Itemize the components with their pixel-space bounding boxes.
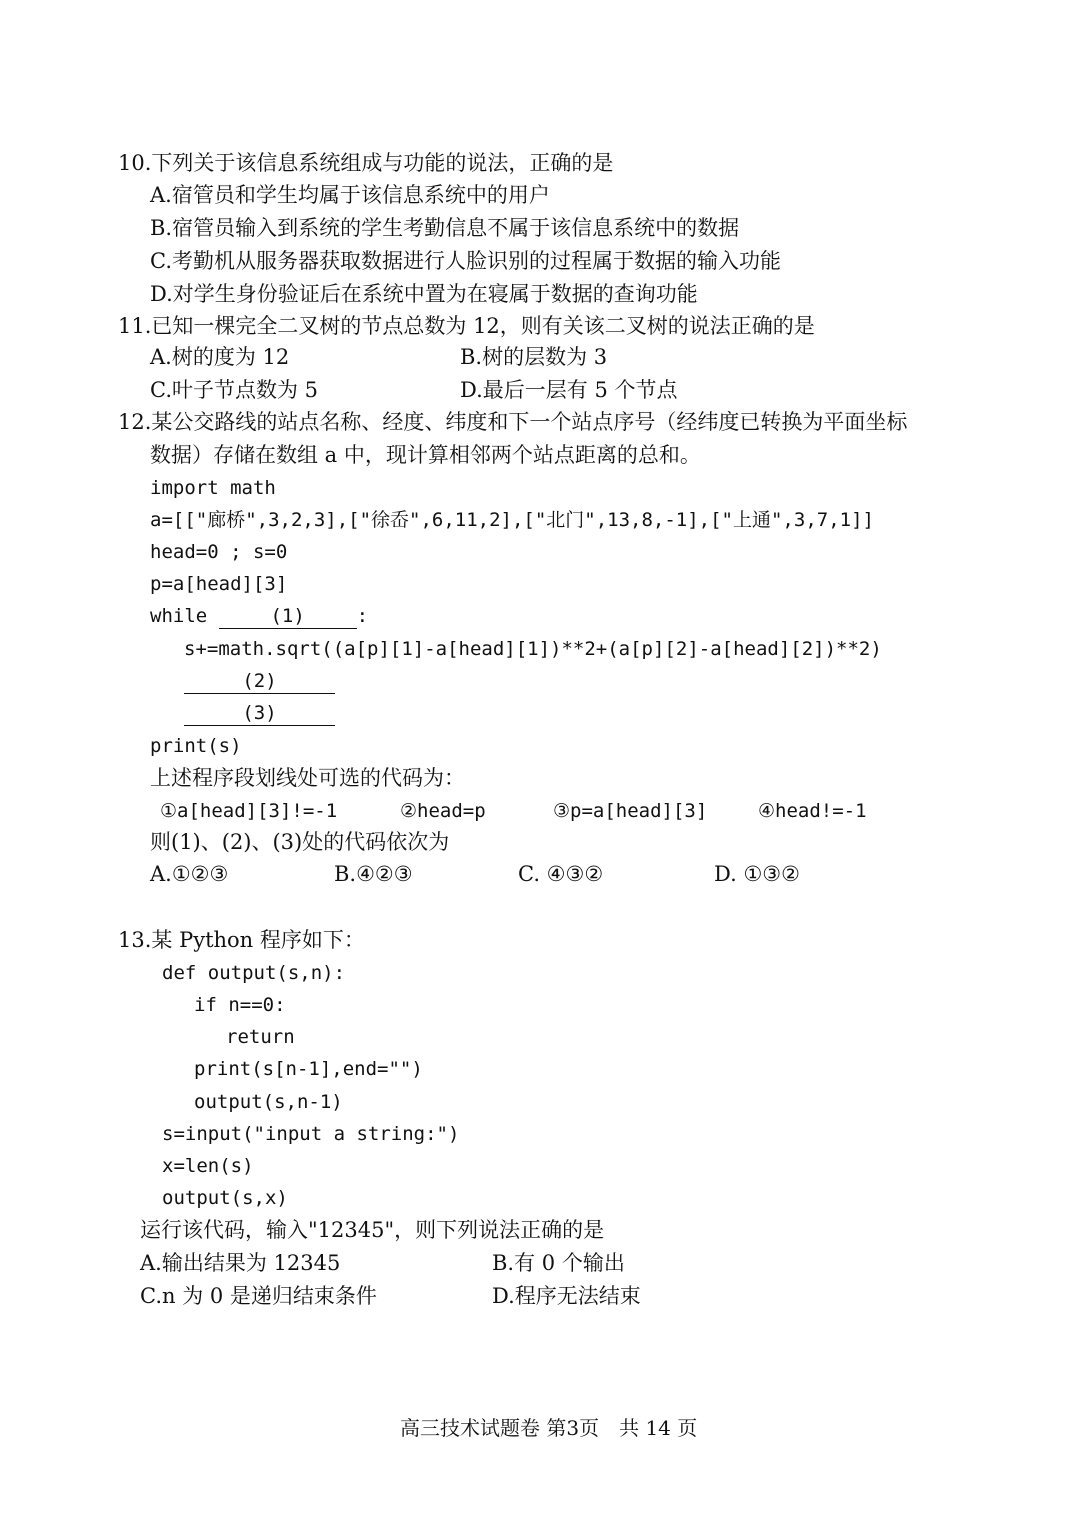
while-keyword: while	[150, 605, 208, 627]
while-colon: :	[356, 605, 369, 627]
page-footer: 高三技术试题卷 第3页 共 14 页	[400, 1416, 698, 1440]
q11-stem: 11.已知一棵完全二叉树的节点总数为 12，则有关该二叉树的说法正确的是	[118, 314, 815, 338]
q11-option-a: A.树的度为 12	[150, 345, 290, 369]
q12-option-c: C. ④③②	[518, 862, 604, 886]
q13-option-d: D.程序无法结束	[492, 1284, 641, 1308]
q12-option-b: B.④②③	[334, 862, 413, 886]
q12-code-line-6: s+=math.sqrt((a[p][1]-a[head][1])**2+(a[p][2]-a[head][2])**2)	[184, 638, 882, 660]
q12-code-line-2: a=[["廊桥",3,2,3],["徐岙",6,11,2],["北门",13,8,-1],["上通",3,7,1]]	[150, 509, 874, 531]
q10-option-a: A.宿管员和学生均属于该信息系统中的用户	[150, 183, 550, 207]
q13-code-line-6: s=input("input a string:")	[162, 1123, 460, 1145]
q11-option-c: C.叶子节点数为 5	[150, 378, 319, 402]
q12-code-line-8	[184, 698, 335, 728]
q12-code-line-9: print(s)	[150, 735, 242, 757]
q13-ask: 运行该代码，输入"12345"，则下列说法正确的是	[140, 1218, 605, 1242]
q12-choice-1: ①a[head][3]!=-1	[160, 800, 338, 822]
q10-option-d: D.对学生身份验证后在系统中置为在寝属于数据的查询功能	[150, 282, 698, 306]
q12-code-line-5	[150, 601, 368, 631]
q12-option-d: D. ①③②	[714, 862, 800, 886]
q12-option-a: A.①②③	[150, 862, 229, 886]
q13-code-line-2: if n==0:	[194, 994, 286, 1016]
q13-code-line-7: x=len(s)	[162, 1155, 254, 1177]
q11-option-d: D.最后一层有 5 个节点	[460, 378, 678, 402]
blank-2: (2)	[184, 669, 335, 694]
q12-prompt: 上述程序段划线处可选的代码为：	[150, 766, 465, 790]
q13-option-c: C.n 为 0 是递归结束条件	[140, 1284, 377, 1308]
blank-1: (1)	[219, 604, 357, 629]
q13-code-line-1: def output(s,n):	[162, 962, 346, 984]
q12-code-line-3: head=0 ; s=0	[150, 541, 288, 563]
q11-option-b: B.树的层数为 3	[460, 345, 608, 369]
q13-code-line-8: output(s,x)	[162, 1187, 288, 1209]
q12-code-line-7	[184, 666, 335, 696]
q12-stem-line2: 数据）存储在数组 a 中，现计算相邻两个站点距离的总和。	[150, 443, 701, 467]
q12-choice-4: ④head!=-1	[758, 800, 867, 822]
q12-ask: 则(1)、(2)、(3)处的代码依次为	[150, 830, 450, 854]
q12-code-line-4: p=a[head][3]	[150, 573, 288, 595]
q13-code-line-5: output(s,n-1)	[194, 1091, 343, 1113]
q12-code-line-1: import math	[150, 477, 276, 499]
q10-option-c: C.考勤机从服务器获取数据进行人脸识别的过程属于数据的输入功能	[150, 249, 781, 273]
q12-stem-line1: 12.某公交路线的站点名称、经度、纬度和下一个站点序号（经纬度已转换为平面坐标	[118, 410, 908, 434]
q13-option-b: B.有 0 个输出	[492, 1251, 625, 1275]
q12-choice-2: ②head=p	[400, 800, 486, 822]
q13-code-line-4: print(s[n-1],end="")	[194, 1058, 423, 1080]
blank-3: (3)	[184, 701, 335, 726]
q10-option-b: B.宿管员输入到系统的学生考勤信息不属于该信息系统中的数据	[150, 216, 740, 240]
q13-stem: 13.某 Python 程序如下：	[118, 928, 365, 952]
q12-choice-3: ③p=a[head][3]	[553, 800, 708, 822]
q13-option-a: A.输出结果为 12345	[140, 1251, 341, 1275]
q10-stem: 10.下列关于该信息系统组成与功能的说法，正确的是	[118, 151, 614, 175]
q13-code-line-3: return	[226, 1026, 295, 1048]
